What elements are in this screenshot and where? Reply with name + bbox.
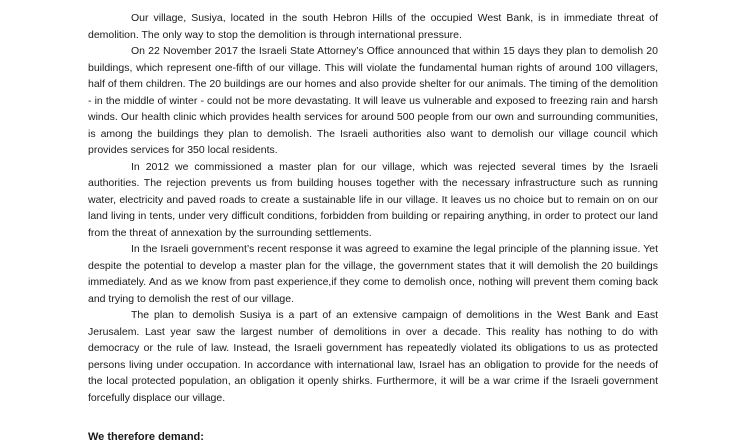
- paragraph-campaign: The plan to demolish Susiya is a part of an extensive campaign of demolitions in the West Bank and East Jerusalem. Last year saw the largest number of demolitions in over a decade. This reality has nothing to do with democracy or the rule of law. Instead, the Israeli government has repeatedly violated its obligations to us as protected persons living under occupation. In accordance with international law, Israel has an obligation to provide for the needs of the local protected population, an obligation it openly shirks. Furthermore, it will be a war crime if the Israeli government forcefully displace our village.: [88, 309, 658, 404]
- paragraph-announcement: On 22 November 2017 the Israeli State Attorney’s Office announced that within 15 days they plan to demolish 20 buildings, which represent one-fifth of our village. This will violate the fundamental human rights of around 100 villagers, half of them children. The 20 buildings are our homes and also provide shelter for our animals. The timing of the demolition - in the middle of winter - could not be more devastating. It will leave us vulnerable and exposed to freezing rain and harsh winds. Our health clinic which provides health services for around 500 people from our own and surrounding communities, is among the buildings they plan to demolish. The Israeli authorities also want to demolish our village council which provides services for 350 local residents.: [88, 45, 658, 156]
- demands-heading: We therefore demand:: [88, 431, 204, 443]
- document-body: [88, 10, 658, 406]
- paragraph-government-response: In the Israeli government’s recent response it was agreed to examine the legal principle of the planning issue. Yet despite the potential to develop a master plan for the village, the government states that it will demolish the 20 buildings immediately. And as we know from past experience,if they come to demolish once, nothing will prevent them coming back and trying to demolish the rest of our village.: [88, 243, 658, 305]
- paragraph-master-plan: In 2012 we commissioned a master plan for our village, which was rejected several times by the Israeli authorities. The rejection prevents us from building houses together with the necessary infrastructure such as running water, electricity and paved roads to create a sustainable life in our village. It leaves us no choice but to remain on on our land living in tents, under very difficult conditions, forbidden from building or repairing anything, in order to protect our land from the threat of annexation by the surrounding settlements.: [88, 160, 658, 239]
- paragraph-intro: Our village, Susiya, located in the south Hebron Hills of the occupied West Bank, is in immediate threat of demolition. The only way to stop the demolition is through international pressure.: [88, 12, 658, 41]
